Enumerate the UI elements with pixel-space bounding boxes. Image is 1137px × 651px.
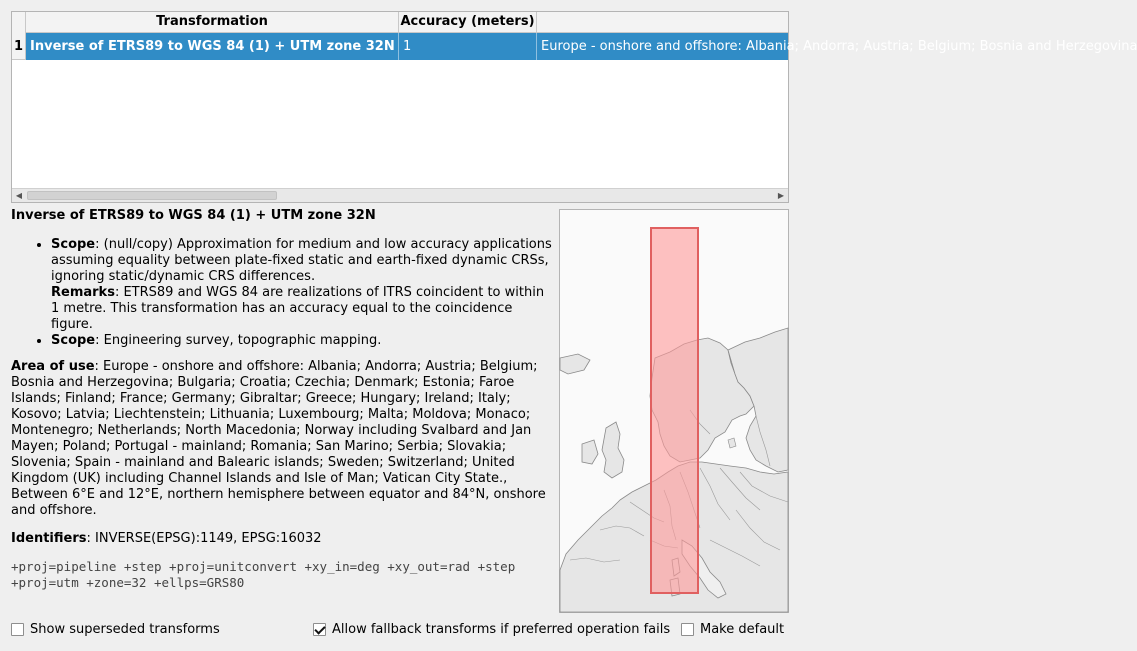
land-baltic-isle [728,438,736,448]
allow-fallback-checkbox[interactable] [313,623,326,636]
scope-item [51,333,553,349]
row-number: 1 [12,33,26,60]
land-uk [602,422,624,478]
cell-accuracy[interactable]: 1 [399,33,537,60]
make-default-checkbox[interactable] [681,623,694,636]
show-superseded-option[interactable] [11,620,220,638]
extent-rectangle [651,228,698,593]
transformations-table[interactable] [11,11,1137,203]
scroll-left-icon[interactable]: ◀ [15,191,23,200]
europe-map-icon [560,210,788,612]
scope-list [11,237,553,349]
horizontal-scrollbar[interactable] [12,188,788,202]
allow-fallback-option[interactable] [313,620,670,638]
transformation-details [11,208,553,603]
extent-map [559,209,789,613]
scope-text: : (null/copy) Approximation for medium and low accuracy applications assuming equality between plate-fixed static and earth-fixed dynamic CRSs, ignoring static/dynamic CRS differences. [51,237,552,284]
column-header-transformation[interactable]: Transformation [26,12,399,32]
table-header [12,12,788,33]
area-of-use [11,359,553,519]
column-header-accuracy[interactable]: Accuracy (meters) [399,12,537,32]
scroll-right-icon[interactable]: ▶ [777,191,785,200]
allow-fallback-label[interactable]: Allow fallback transforms if preferred operation fails [332,621,671,637]
cell-area[interactable]: Europe - onshore and offshore: Albania; Andorra; Austria; Belgium; Bosnia and Herzegovina [537,33,788,60]
area-label: Area of use [11,359,95,374]
details-title: Inverse of ETRS89 to WGS 84 (1) + UTM zone 32N [11,208,376,223]
table-row[interactable] [12,33,1137,60]
identifiers-label: Identifiers [11,531,87,546]
show-superseded-label[interactable]: Show superseded transforms [30,621,220,637]
remarks-text: : ETRS89 and WGS 84 are realizations of ITRS coincident to within 1 metre. This transformation has an accuracy equal to the coincidence figure. [51,285,545,332]
area-text: : Europe - onshore and offshore: Albania; Andorra; Austria; Belgium; Bosnia and Herzegovina; Bulgaria; Croatia; Czechia; Denmark; Estonia; Faroe Islands; Finland; France; Germany; Gibraltar; Greece; Hungary; Ireland; Italy; Kosovo; Latvia; Liechtenstein; Lithuania; Luxembourg; Malta; Moldova; Monaco; Montenegro; Netherlands; North Macedonia; Norway including Svalbard and Jan Mayen; Poland; Portugal - mainland; Romania; San Marino; Serbia; Slovakia; Slovenia; Spain - mainland and Balearic islands; Sweden; Switzerland; United Kingdom (UK) including Channel Islands and Isle of Man; Vatican City State., Between 6°E and 12°E, northern hemisphere between equator and 84°N, onshore and offshore. [11,359,546,518]
make-default-option[interactable] [681,620,784,638]
make-default-label[interactable]: Make default [700,621,785,637]
table-corner [12,12,26,33]
proj-string: +proj=pipeline +step +proj=unitconvert +xy_in=deg +xy_out=rad +step +proj=utm +zone=32 +ellps=GRS80 [11,559,516,590]
identifiers [11,531,553,547]
scope-label: Scope [51,237,96,252]
cell-transformation[interactable]: Inverse of ETRS89 to WGS 84 (1) + UTM zone 32N [26,33,399,60]
identifiers-text: : INVERSE(EPSG):1149, EPSG:16032 [86,531,322,546]
land-ireland [582,440,598,464]
show-superseded-checkbox[interactable] [11,623,24,636]
remarks-label: Remarks [51,285,115,300]
scrollbar-thumb[interactable] [27,191,277,200]
scope-item [51,237,553,333]
scope-text: : Engineering survey, topographic mapping. [95,333,382,348]
column-header-area[interactable] [537,12,788,32]
scope-label: Scope [51,333,96,348]
land-iceland [560,354,590,374]
